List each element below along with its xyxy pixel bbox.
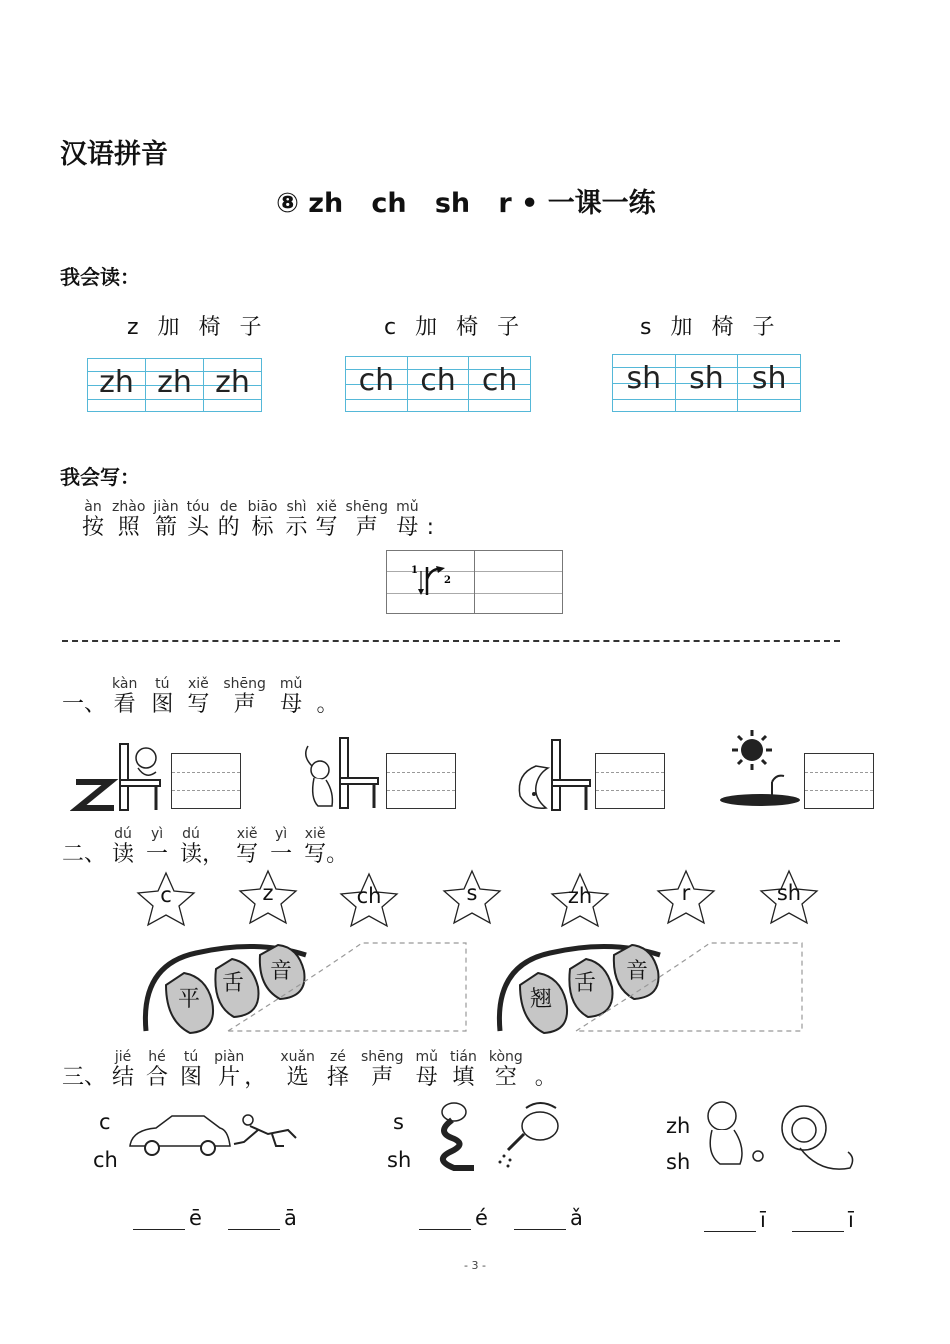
q1-answer-box-2[interactable] — [386, 753, 456, 809]
read-letter: ch — [358, 363, 395, 398]
squirrel-chair-picture — [296, 736, 386, 812]
page-heading: 汉语拼音 — [60, 139, 168, 170]
section-divider — [62, 640, 840, 642]
read-caption-3: s 加 椅 子 — [640, 315, 781, 340]
stroke-number: 2 — [444, 575, 451, 586]
fill-blank-1[interactable]: ē — [133, 1206, 202, 1230]
star-bubble — [134, 871, 198, 927]
hedgehog-chair-picture — [512, 738, 596, 812]
q2-instruction: 二、 dú 读 yì 一 dú 读 ， xiě 写 yì 一 xiě 写 。 — [62, 826, 349, 867]
star-bubble — [757, 869, 821, 925]
read-grid-ch — [345, 356, 531, 412]
sun-over-sea-picture — [720, 724, 806, 810]
read-caption-2: c 加 椅 子 — [384, 315, 526, 340]
read-letter: zh — [215, 365, 250, 400]
leaf-word: 音 — [626, 959, 649, 984]
star-letter: ch — [356, 884, 382, 908]
read-letter: zh — [99, 365, 134, 400]
read-letter: sh — [751, 361, 787, 396]
option-letter: sh — [387, 1148, 412, 1172]
fill-blank-5[interactable]: ī — [704, 1208, 766, 1232]
snake-and-watering-can-picture — [428, 1098, 578, 1174]
star-letter: s — [466, 881, 478, 905]
q1-answer-box-1[interactable] — [171, 753, 241, 809]
option-letter: sh — [666, 1150, 691, 1174]
option-letter: zh — [666, 1114, 691, 1138]
write-section-label: 我会写： — [60, 465, 140, 489]
read-section-label: 我会读： — [60, 265, 140, 289]
fill-blank-2[interactable]: ā — [228, 1206, 297, 1230]
z-chair-picture — [70, 738, 170, 812]
read-letter: ch — [481, 363, 518, 398]
leaf-word: 翘 — [530, 987, 553, 1012]
star-letter: r — [681, 881, 691, 905]
star-letter: sh — [776, 881, 802, 905]
star-bubble — [654, 869, 718, 925]
child-and-lion-picture — [700, 1098, 860, 1178]
leaf-word: 舌 — [574, 971, 597, 996]
write-instruction: àn 按 zhào 照 jiàn 箭 tóu 头 de 的 biāo 标 shì 示 xiě 写 shēng 声 mǔ 母 : — [82, 499, 435, 540]
leaf-word: 音 — [270, 959, 293, 984]
leaf-word: 平 — [178, 987, 201, 1012]
fill-blank-3[interactable]: é — [419, 1206, 488, 1230]
read-letter: zh — [157, 365, 192, 400]
leaf-word: 舌 — [222, 971, 245, 996]
read-grid-sh — [612, 354, 801, 412]
q1-answer-box-3[interactable] — [595, 753, 665, 809]
fill-blank-6[interactable]: ī — [792, 1208, 854, 1232]
option-letter: s — [393, 1110, 404, 1134]
stroke-writing-box[interactable] — [386, 550, 563, 614]
option-letter: ch — [93, 1148, 118, 1172]
star-letter: c — [160, 883, 172, 907]
star-bubble — [236, 869, 300, 925]
star-letter: zh — [567, 884, 593, 908]
star-bubble — [548, 872, 612, 928]
read-caption-1: z 加 椅 子 — [127, 315, 268, 340]
read-grid-zh — [87, 358, 262, 412]
read-letter: ch — [420, 363, 456, 398]
option-letter: c — [99, 1110, 111, 1134]
page-number: - 3 - — [464, 1259, 486, 1272]
star-bubble — [440, 869, 504, 925]
stroke-number: 1 — [411, 565, 418, 576]
star-bubble — [337, 872, 401, 928]
q1-answer-box-4[interactable] — [804, 753, 874, 809]
fill-blank-4[interactable]: ǎ — [514, 1206, 583, 1230]
star-letter: z — [262, 881, 274, 905]
r-stroke-order-icon — [409, 559, 479, 599]
read-letter: sh — [626, 361, 662, 396]
q1-instruction: 一、 kàn 看 tú 图 xiě 写 shēng 声 mǔ 母 。 — [62, 676, 339, 717]
car-and-crawling-picture — [126, 1112, 306, 1162]
q3-instruction: 三、 jié 结 hé 合 tú 图 piàn 片 ， xuǎn 选 zé 择 shēng 声 mǔ 母 tián 填 kòng 空 。 — [62, 1049, 557, 1090]
read-letter: sh — [689, 361, 724, 396]
lesson-title: ⑧ zh ch sh r • 一课一练 — [276, 188, 656, 219]
